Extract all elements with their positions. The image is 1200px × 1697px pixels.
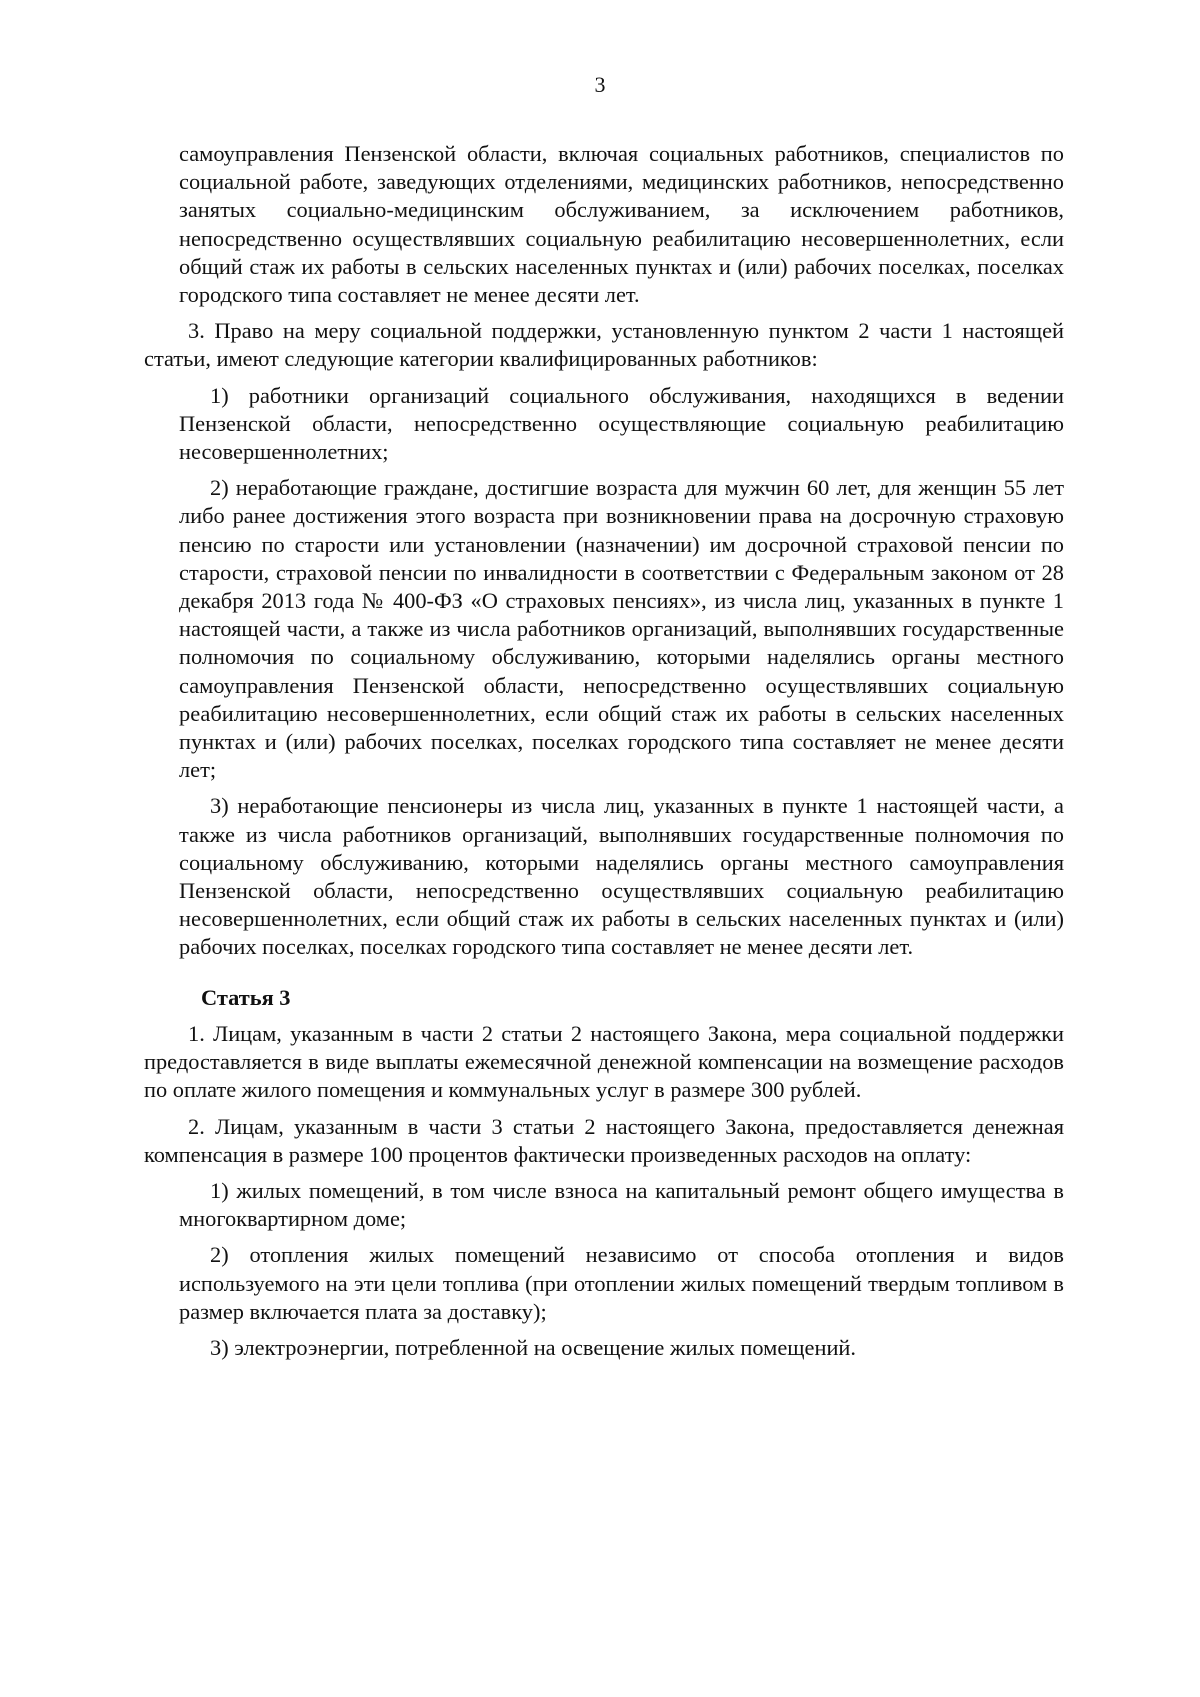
- continuation-paragraph: самоуправления Пензенской области, включая социальных работников, специалистов по социальной работе, заведующих отделениями, медицинских работников, непосредственно занятых социально-медицинским обслуживанием, за исключением работников, непосредственно осуществлявших социальную реабилитацию несовершеннолетних, если общий стаж их работы в сельских населенных пунктах и (или) рабочих поселках, поселках городского типа составляет не менее десяти лет.: [179, 141, 1064, 308]
- part-3-paragraph: 3. Право на меру социальной поддержки, установленную пунктом 2 части 1 настоящей статьи, имеют следующие категории квалифицированных работников:: [144, 318, 1064, 372]
- article-3-part-1: 1. Лицам, указанным в части 2 статьи 2 настоящего Закона, мера социальной поддержки предоставляется в виде выплаты ежемесячной денежной компенсации на возмещение расходов по оплате жилого помещения и коммунальных услуг в размере 300 рублей.: [144, 1020, 1064, 1103]
- article-3-part-2-item-2: 2) отопления жилых помещений независимо от способа отопления и видов используемого на эти цели топлива (при отоплении жилых помещений твердым топливом в размер включается плата за доставку);: [179, 1242, 1064, 1324]
- article-3-part-2-item-3: 3) электроэнергии, потребленной на освещение жилых помещений.: [210, 1334, 857, 1360]
- part-3-item-1: 1) работники организаций социального обслуживания, находящихся в ведении Пензенской области, непосредственно осуществляющие социальную реабилитацию несовершеннолетних;: [179, 382, 1064, 465]
- article-3-part-2-item-1: 1) жилых помещений, в том числе взноса на капитальный ремонт общего имущества в многоквартирном доме;: [179, 1177, 1064, 1232]
- part-3-item-2: 2) неработающие граждане, достигшие возраста для мужчин 60 лет, для женщин 55 лет либо ранее достижения этого возраста при возникновении права на досрочную страховую пенсию по старости или установлении (назначении) им досрочной страховой пенсии по старости, страховой пенсии по инвалидности в соответствии с Федеральным законом от 28 декабря 2013 года № 400-ФЗ «О страховых пенсиях», из числа лиц, указанных в пункте 1 настоящей части, а также из числа работников организаций, выполнявших государственные полномочия по социальному обслуживанию, которыми наделялись органы местного самоуправления Пензенской области, непосредственно осуществлявших социальную реабилитацию несовершеннолетних, если общий стаж их работы в сельских населенных пунктах и (или) рабочих поселках, поселках городского типа составляет не менее десяти лет;: [179, 475, 1064, 783]
- article-3-heading: Статья 3: [201, 984, 291, 1010]
- part-3-item-3: 3) неработающие пенсионеры из числа лиц, указанных в пункте 1 настоящей части, а также из числа работников организаций, выполнявших государственные полномочия по социальному обслуживанию, которыми наделялись органы местного самоуправления Пензенской области, непосредственно осуществлявших социальную реабилитацию несовершеннолетних, если общий стаж их работы в сельских населенных пунктах и (или) рабочих поселках, поселках городского типа составляет не менее десяти лет.: [179, 793, 1064, 960]
- page-number: 3: [594, 72, 606, 97]
- article-3-part-2: 2. Лицам, указанным в части 3 статьи 2 настоящего Закона, предоставляется денежная компенсация в размере 100 процентов фактически произведенных расходов на оплату:: [144, 1113, 1064, 1167]
- document-body: [144, 140, 1064, 1362]
